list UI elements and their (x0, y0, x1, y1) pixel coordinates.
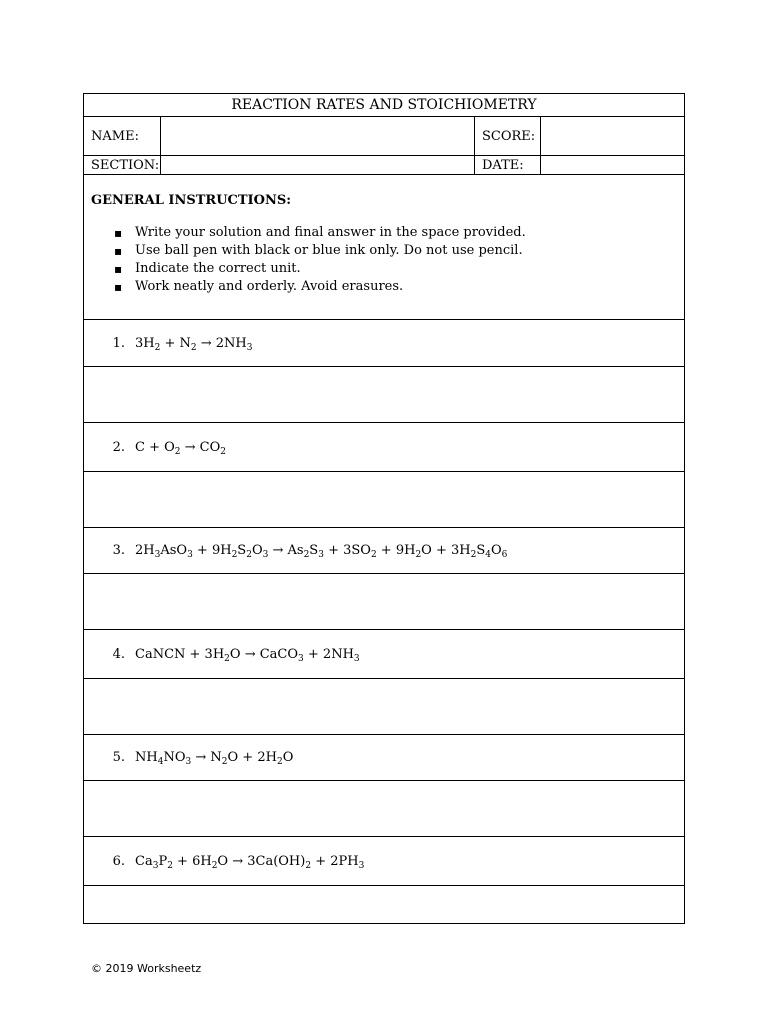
instruction-item: ▪ Work neatly and orderly. Avoid erasures. (91, 278, 684, 296)
name-score-row (84, 117, 684, 156)
instruction-item: ▪ Use ball pen with black or blue ink only. Do not use pencil. (91, 242, 684, 260)
question-equation: $NH_4NO_3 \to N_2O + 2H_2O$ (135, 750, 294, 767)
question-5 (84, 735, 684, 781)
question-number: 2. (112, 439, 125, 455)
section-label: SECTION: (84, 156, 161, 174)
answer-space-4[interactable] (84, 679, 684, 735)
question-1 (84, 320, 684, 367)
copyright-footer: © 2019 Worksheetz (91, 962, 202, 975)
instruction-item: ▪ Indicate the correct unit. (91, 260, 684, 278)
name-field[interactable] (161, 117, 475, 155)
answer-space-3[interactable] (84, 574, 684, 630)
score-field[interactable] (541, 117, 684, 155)
question-equation: $2H_3AsO_3 + 9H_2S_2O_3 \to As_2S_3 + 3SO_2 + 9H_2O + 3H_2S_4O_6$ (135, 543, 508, 560)
worksheet-table (83, 93, 685, 924)
answer-space-5[interactable] (84, 781, 684, 837)
date-field[interactable] (541, 156, 684, 174)
answer-space-2[interactable] (84, 472, 684, 528)
question-number: 6. (112, 853, 125, 869)
question-number: 1. (112, 335, 125, 351)
question-number: 5. (112, 750, 125, 765)
question-equation: $Ca_3P_2 + 6H_2O \to 3Ca(OH)_2 + 2PH_3$ (135, 853, 365, 871)
score-label: SCORE: (475, 117, 541, 155)
question-number: 3. (112, 543, 125, 558)
instructions-list (91, 224, 684, 296)
question-equation: $C + O_2 \to CO_2$ (135, 439, 226, 457)
name-label: NAME: (84, 117, 161, 155)
question-2 (84, 423, 684, 472)
question-number: 4. (112, 646, 125, 662)
section-date-row (84, 156, 684, 175)
question-4 (84, 630, 684, 679)
answer-space-6[interactable] (84, 886, 684, 923)
question-3 (84, 528, 684, 574)
question-6 (84, 837, 684, 886)
worksheet-title: REACTION RATES AND STOICHIOMETRY (84, 94, 684, 117)
instruction-item: ▪ Write your solution and final answer in the space provided. (91, 224, 684, 242)
instructions-heading: GENERAL INSTRUCTIONS: (91, 193, 292, 208)
date-label: DATE: (475, 156, 541, 174)
general-instructions (84, 175, 684, 320)
question-equation: $3H_2 + N_2 \to 2NH_3$ (135, 335, 253, 353)
question-equation: CaNCN + $3H_2O$ → CaCO$_3$ + $2NH_3$ (135, 646, 360, 664)
answer-space-1[interactable] (84, 367, 684, 423)
section-field[interactable] (161, 156, 475, 174)
